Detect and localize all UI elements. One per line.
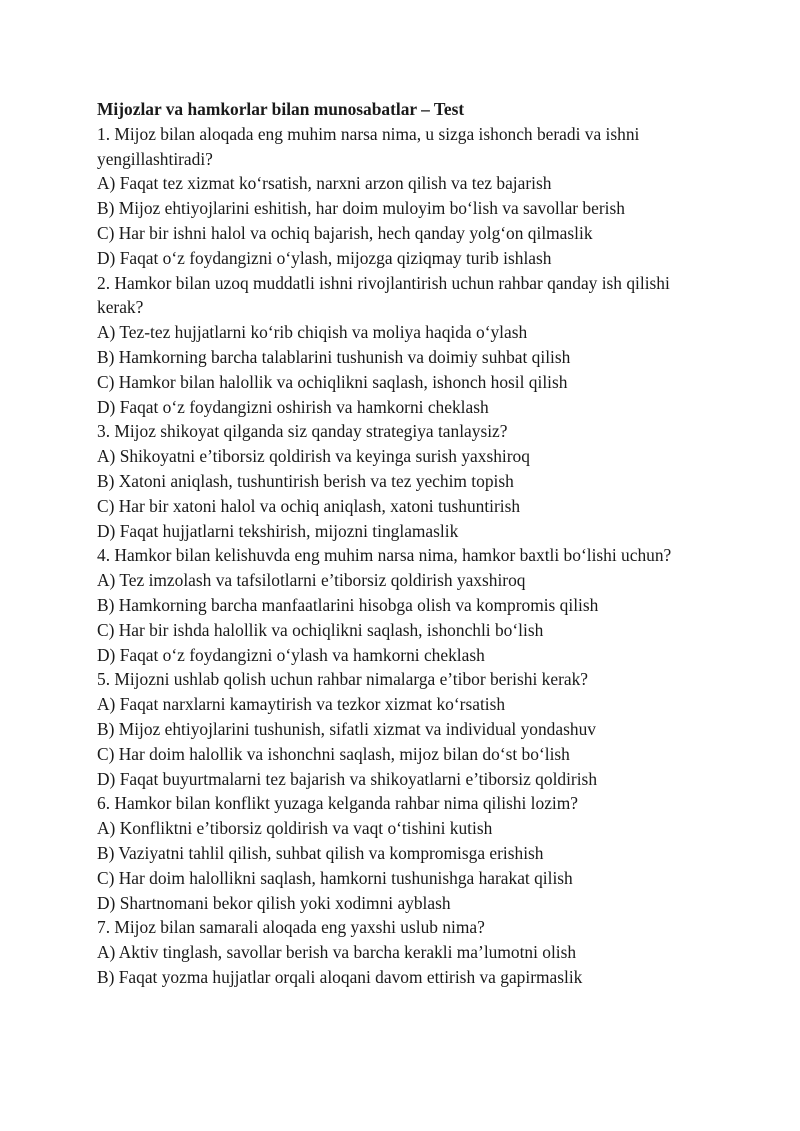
question-text: 2. Hamkor bilan uzoq muddatli ishni rivojlantirish uchun rahbar qanday ish qilishi kerak? [97, 272, 670, 318]
option-a: A) Tez-tez hujjatlarni ko‘rib chiqish va moliya haqida o‘ylash [97, 322, 528, 343]
question-block-5 [97, 667, 717, 791]
option-a: A) Faqat tez xizmat ko‘rsatish, narxni arzon qilish va tez bajarish [97, 173, 552, 194]
question-block-4 [97, 543, 717, 667]
option-b: B) Mijoz ehtiyojlarini eshitish, har doim muloyim bo‘lish va savollar berish [97, 198, 625, 219]
question-text: 6. Hamkor bilan konflikt yuzaga kelganda rahbar nima qilishi lozim? [97, 793, 579, 814]
option-d: D) Faqat o‘z foydangizni oshirish va hamkorni cheklash [97, 396, 489, 417]
question-block-1 [97, 122, 717, 271]
option-d: D) Faqat o‘z foydangizni o‘ylash, mijozga qiziqmay turib ishlash [97, 247, 552, 268]
option-c: C) Har bir xatoni halol va ochiq aniqlash, xatoni tushuntirish [97, 495, 521, 516]
question-block-7 [97, 915, 717, 989]
option-d: D) Faqat hujjatlarni tekshirish, mijozni tinglamaslik [97, 520, 459, 541]
question-block-6 [97, 791, 717, 915]
question-text: 7. Mijoz bilan samarali aloqada eng yaxshi uslub nima? [97, 917, 485, 938]
option-b: B) Faqat yozma hujjatlar orqali aloqani davom ettirish va gapirmaslik [97, 966, 583, 987]
option-b: B) Hamkorning barcha talablarini tushunish va doimiy suhbat qilish [97, 346, 571, 367]
question-block-3 [97, 419, 717, 543]
document-title: Mijozlar va hamkorlar bilan munosabatlar – Test [97, 99, 465, 119]
option-c: C) Hamkor bilan halollik va ochiqlikni saqlash, ishonch hosil qilish [97, 371, 568, 392]
option-a: A) Aktiv tinglash, savollar berish va barcha kerakli ma’lumotni olish [97, 942, 577, 963]
option-d: D) Faqat o‘z foydangizni o‘ylash va hamkorni cheklash [97, 644, 485, 665]
option-a: A) Tez imzolash va tafsilotlarni e’tiborsiz qoldirish yaxshiroq [97, 570, 526, 591]
option-a: A) Shikoyatni e’tiborsiz qoldirish va keyinga surish yaxshiroq [97, 446, 530, 467]
option-a: A) Konfliktni e’tiborsiz qoldirish va vaqt o‘tishini kutish [97, 818, 493, 839]
option-b: B) Hamkorning barcha manfaatlarini hisobga olish va kompromis qilish [97, 594, 599, 615]
option-c: C) Har bir ishni halol va ochiq bajarish, hech qanday yolg‘on qilmaslik [97, 222, 593, 243]
option-b: B) Vaziyatni tahlil qilish, suhbat qilish va kompromisga erishish [97, 842, 544, 863]
option-c: C) Har doim halollik va ishonchni saqlash, mijoz bilan do‘st bo‘lish [97, 743, 570, 764]
question-text: 4. Hamkor bilan kelishuvda eng muhim narsa nima, hamkor baxtli bo‘lishi uchun? [97, 545, 672, 566]
option-d: D) Faqat buyurtmalarni tez bajarish va shikoyatlarni e’tiborsiz qoldirish [97, 768, 598, 789]
option-d: D) Shartnomani bekor qilish yoki xodimni ayblash [97, 892, 451, 913]
option-c: C) Har bir ishda halollik va ochiqlikni saqlash, ishonchli bo‘lish [97, 619, 544, 640]
option-c: C) Har doim halollikni saqlash, hamkorni tushunishga harakat qilish [97, 867, 573, 888]
option-b: B) Xatoni aniqlash, tushuntirish berish va tez yechim topish [97, 470, 514, 491]
question-text: 3. Mijoz shikoyat qilganda siz qanday strategiya tanlaysiz? [97, 421, 508, 442]
question-block-2 [97, 271, 717, 420]
question-text: 1. Mijoz bilan aloqada eng muhim narsa nima, u sizga ishonch beradi va ishni yengillashtiradi? [97, 123, 640, 169]
option-a: A) Faqat narxlarni kamaytirish va tezkor xizmat ko‘rsatish [97, 694, 506, 715]
option-b: B) Mijoz ehtiyojlarini tushunish, sifatli xizmat va individual yondashuv [97, 718, 596, 739]
document-page [97, 97, 717, 990]
question-text: 5. Mijozni ushlab qolish uchun rahbar nimalarga e’tibor berishi kerak? [97, 669, 588, 690]
